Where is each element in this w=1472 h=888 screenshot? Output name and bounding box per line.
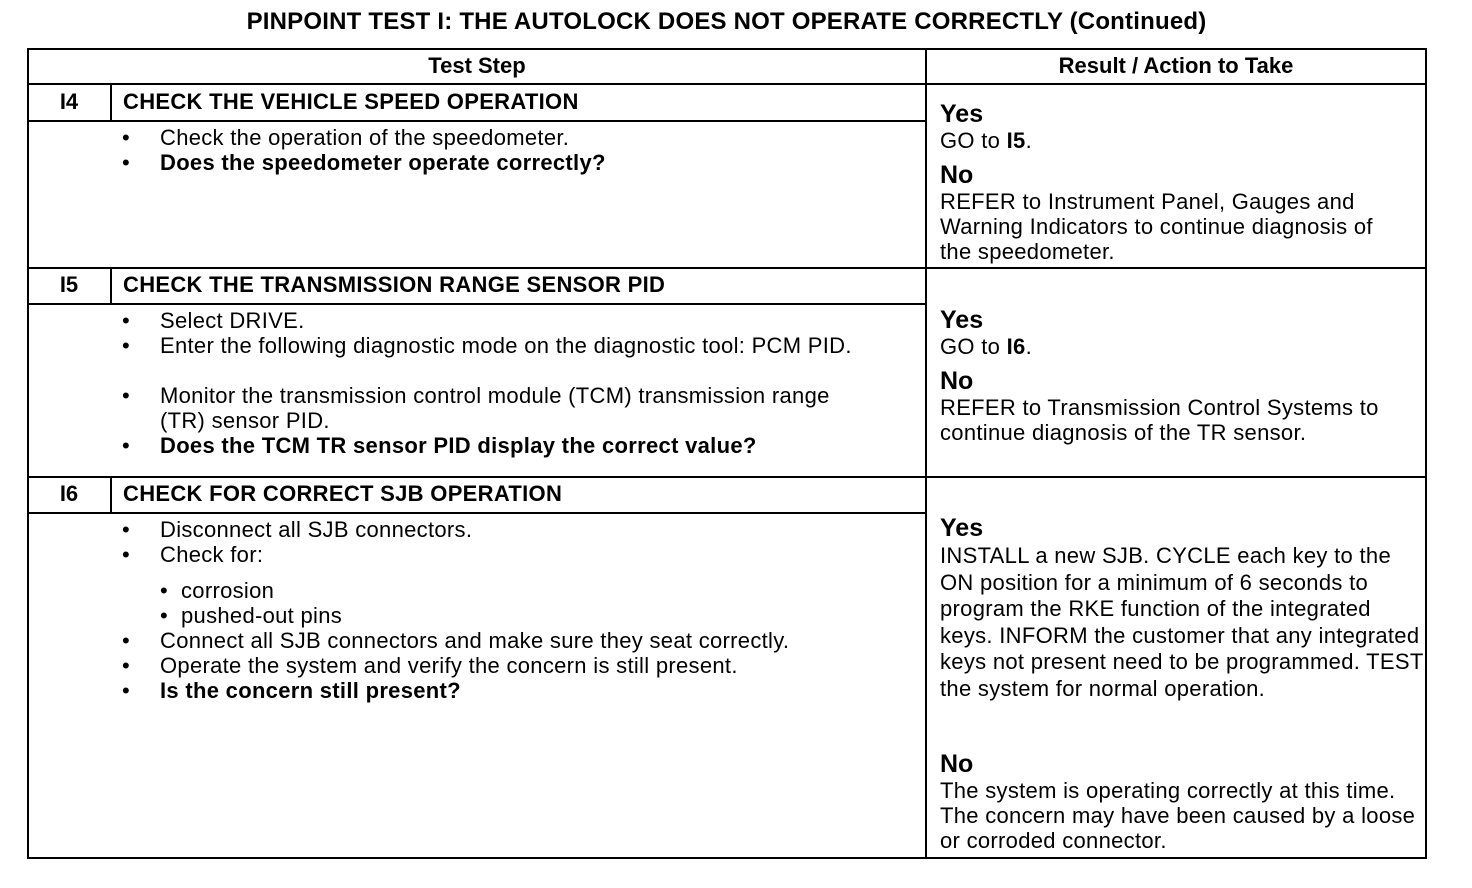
step-instruction: Check the operation of the speedometer.: [160, 125, 570, 150]
step-instruction: Check for:: [160, 542, 264, 567]
yes-action-text: GO to: [940, 334, 1001, 359]
bullet-dot: •: [122, 653, 130, 678]
yes-action-end: .: [1025, 334, 1032, 359]
yes-action: INSTALL a new SJB. CYCLE each key to the ON position for a minimum of 6 seconds to program the RKE function of the integrated keys. INFORM the customer that any integrated keys not present need to be programmed. TEST the system for normal operation.: [940, 543, 1424, 701]
header-divider: [27, 83, 1427, 85]
no-action: The system is operating correctly at this time. The concern may have been caused by a loose or corroded connector.: [940, 778, 1416, 853]
step-instruction: Connect all SJB connectors and make sure they seat correctly.: [160, 628, 790, 653]
step-title: CHECK THE TRANSMISSION RANGE SENSOR PID: [123, 272, 666, 297]
step-title: CHECK FOR CORRECT SJB OPERATION: [123, 481, 563, 506]
step-instruction: Operate the system and verify the concern is still present.: [160, 653, 738, 678]
no-label: No: [940, 367, 974, 395]
yes-action-end: .: [1025, 128, 1032, 153]
no-label: No: [940, 161, 974, 189]
yes-label: Yes: [940, 306, 984, 334]
step-id: I6: [59, 481, 79, 506]
column-header-test-step: Test Step: [428, 53, 526, 78]
step-question: Does the speedometer operate correctly?: [160, 150, 606, 175]
bullet-dot: •: [122, 383, 130, 408]
yes-action-ref: I5: [1006, 128, 1026, 153]
bullet-dot: •: [122, 308, 130, 333]
step-instruction: Enter the following diagnostic mode on the diagnostic tool: PCM PID.: [160, 333, 852, 358]
step-divider-i5: [27, 267, 1427, 269]
yes-action: [940, 334, 1425, 359]
column-divider: [925, 48, 927, 859]
title-divider-i6: [27, 512, 927, 514]
step-id: I4: [59, 89, 79, 114]
bullet-dot: •: [122, 542, 130, 567]
yes-label: Yes: [940, 514, 984, 542]
bullet-dot: •: [122, 150, 130, 175]
bullet-dot: •: [122, 678, 130, 703]
title-divider-i4: [27, 120, 927, 122]
sub-bullet-dot: •: [160, 603, 169, 628]
step-question: Is the concern still present?: [160, 678, 461, 703]
no-label: No: [940, 750, 974, 778]
yes-label: Yes: [940, 100, 984, 128]
sub-item: pushed-out pins: [181, 603, 343, 628]
bullet-dot: •: [122, 333, 130, 358]
column-header-result-action: Result / Action to Take: [1058, 53, 1294, 78]
step-divider-i6: [27, 476, 1427, 478]
page-title: PINPOINT TEST I: THE AUTOLOCK DOES NOT OPERATE CORRECTLY (Continued): [246, 8, 1207, 35]
step-instruction: Monitor the transmission control module (TCM) transmission range (TR) sensor PID.: [160, 383, 830, 433]
bullet-dot: •: [122, 433, 130, 458]
yes-action: [940, 128, 1425, 153]
step-instruction: Disconnect all SJB connectors.: [160, 517, 473, 542]
bullet-dot: •: [122, 517, 130, 542]
step-id: I5: [59, 272, 79, 297]
yes-action-ref: I6: [1006, 334, 1026, 359]
bullet-dot: •: [122, 125, 130, 150]
no-action: REFER to Transmission Control Systems to continue diagnosis of the TR sensor.: [940, 395, 1379, 445]
sub-bullet-dot: •: [160, 578, 169, 603]
yes-action-text: GO to: [940, 128, 1001, 153]
no-action: REFER to Instrument Panel, Gauges and Warning Indicators to continue diagnosis of the speedometer.: [940, 189, 1373, 264]
step-title: CHECK THE VEHICLE SPEED OPERATION: [123, 89, 579, 114]
title-divider-i5: [27, 303, 927, 305]
sub-item: corrosion: [181, 578, 275, 603]
step-question: Does the TCM TR sensor PID display the correct value?: [160, 433, 757, 458]
bullet-dot: •: [122, 628, 130, 653]
step-instruction: Select DRIVE.: [160, 308, 305, 333]
